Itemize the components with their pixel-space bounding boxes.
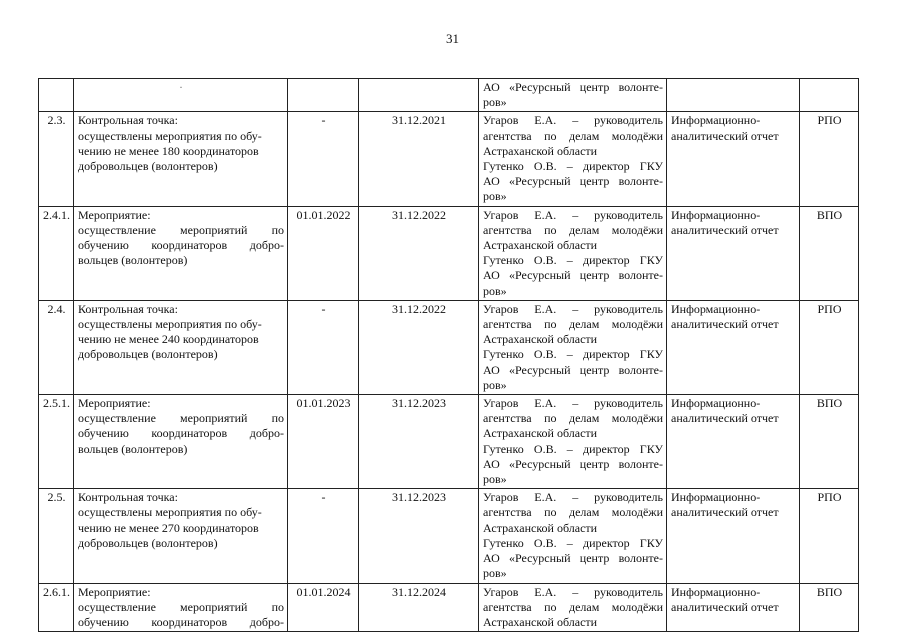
document-line: Информационно-	[671, 584, 761, 599]
responsible-line: АО «Ресурсный центр волонте-	[483, 268, 663, 283]
cell-document	[667, 300, 800, 394]
responsible-line: ров»	[483, 283, 507, 298]
responsible-line: агентства по делам молодёжи	[483, 411, 663, 426]
responsible-line: АО «Ресурсный центр волонте-	[483, 362, 663, 377]
responsible-line: ров»	[483, 377, 507, 392]
name-line: чению не менее 270 координаторов	[78, 520, 259, 535]
document-line: аналитический отчет	[671, 411, 779, 426]
document-line: Информационно-	[671, 301, 761, 316]
cell-end-date: 31.12.2023	[359, 395, 479, 489]
cell-start-date: 01.01.2024	[288, 583, 359, 632]
responsible-line: ров»	[483, 189, 507, 204]
responsible-line: агентства по делам молодёжи	[483, 505, 663, 520]
table-row	[39, 489, 859, 583]
name-line: добровольцев (волонтеров)	[78, 347, 218, 362]
cell-num: 2.5.1.	[39, 395, 74, 489]
cell-end-date	[359, 79, 479, 112]
name-line: осуществлены мероприятия по обу-	[78, 505, 262, 520]
name-line: Мероприятие:	[78, 584, 151, 599]
cell-end-date: 31.12.2024	[359, 583, 479, 632]
name-line: Мероприятие:	[78, 207, 151, 222]
cell-document	[667, 583, 800, 632]
cell-document	[667, 206, 800, 300]
table-row-continuation	[39, 79, 859, 112]
responsible-line: АО «Ресурсный центр волонте-	[483, 551, 663, 566]
cell-num: 2.3.	[39, 112, 74, 206]
cell-name	[74, 395, 288, 489]
table-row	[39, 583, 859, 632]
cell-start-date: -	[288, 489, 359, 583]
responsible-line: ров»	[483, 95, 507, 110]
table-row	[39, 395, 859, 489]
cell-document	[667, 395, 800, 489]
responsible-line: Угаров Е.А. – руководитель	[483, 584, 663, 599]
responsible-line: Гутенко О.В. – директор ГКУ	[483, 347, 663, 362]
cell-start-date: -	[288, 300, 359, 394]
cell-responsible	[479, 79, 667, 112]
cell-start-date: -	[288, 112, 359, 206]
name-line: обучению координаторов добро-	[78, 426, 284, 441]
responsible-line: Астраханской области	[483, 614, 598, 629]
cell-end-date: 31.12.2021	[359, 112, 479, 206]
name-line: осуществлены мероприятия по обу-	[78, 317, 262, 332]
cell-name	[74, 79, 288, 112]
responsible-line: агентства по делам молодёжи	[483, 222, 663, 237]
cell-type: РПО	[800, 112, 859, 206]
cell-type: РПО	[800, 300, 859, 394]
document-line: аналитический отчет	[671, 317, 779, 332]
name-line: вольцев (волонтеров)	[78, 441, 188, 456]
responsible-line: Гутенко О.В. – директор ГКУ	[483, 253, 663, 268]
cell-start-date: 01.01.2022	[288, 206, 359, 300]
responsible-line: Астраханской области	[483, 143, 598, 158]
name-line: вольцев (волонтеров)	[78, 253, 188, 268]
cell-end-date: 31.12.2022	[359, 300, 479, 394]
name-line: обучению координаторов добро-	[78, 238, 284, 253]
responsible-line: агентства по делам молодёжи	[483, 128, 663, 143]
cell-name	[74, 112, 288, 206]
name-line: обучению координаторов добро-	[78, 614, 284, 629]
cell-num: 2.6.1.	[39, 583, 74, 632]
page-number: 31	[446, 31, 459, 46]
continuation-marker: ·	[179, 80, 183, 94]
document-line: Информационно-	[671, 113, 761, 128]
cell-type: ВПО	[800, 395, 859, 489]
responsible-line: Гутенко О.В. – директор ГКУ	[483, 159, 663, 174]
responsible-line: Астраханской области	[483, 426, 598, 441]
name-line: осуществление мероприятий по	[78, 599, 284, 614]
responsible-line: Гутенко О.В. – директор ГКУ	[483, 535, 663, 550]
cell-document	[667, 79, 800, 112]
cell-type	[800, 79, 859, 112]
document-line: аналитический отчет	[671, 599, 779, 614]
responsible-line: ров»	[483, 566, 507, 581]
document-line: аналитический отчет	[671, 128, 779, 143]
name-line: чению не менее 180 координаторов	[78, 143, 259, 158]
table-row	[39, 206, 859, 300]
cell-end-date: 31.12.2023	[359, 489, 479, 583]
name-line: осуществлены мероприятия по обу-	[78, 128, 262, 143]
document-line: аналитический отчет	[671, 222, 779, 237]
responsible-line: Астраханской области	[483, 332, 598, 347]
cell-type: РПО	[800, 489, 859, 583]
cell-responsible	[479, 300, 667, 394]
responsible-line: АО «Ресурсный центр волонте-	[483, 80, 663, 94]
cell-responsible	[479, 112, 667, 206]
responsible-line: АО «Ресурсный центр волонте-	[483, 456, 663, 471]
responsible-line: Угаров Е.А. – руководитель	[483, 207, 663, 222]
responsible-line: агентства по делам молодёжи	[483, 599, 663, 614]
table-row	[39, 112, 859, 206]
cell-start-date: 01.01.2023	[288, 395, 359, 489]
responsible-line: Угаров Е.А. – руководитель	[483, 113, 663, 128]
cell-name	[74, 489, 288, 583]
cell-responsible	[479, 489, 667, 583]
plan-table-body	[39, 79, 859, 632]
name-line: осуществление мероприятий по	[78, 411, 284, 426]
cell-responsible	[479, 583, 667, 632]
cell-num: 2.4.	[39, 300, 74, 394]
name-line: осуществление мероприятий по	[78, 222, 284, 237]
responsible-line: Угаров Е.А. – руководитель	[483, 490, 663, 505]
responsible-line: АО «Ресурсный центр волонте-	[483, 174, 663, 189]
responsible-line: Астраханской области	[483, 520, 598, 535]
cell-start-date	[288, 79, 359, 112]
name-line: Мероприятие:	[78, 396, 151, 411]
responsible-line: Гутенко О.В. – директор ГКУ	[483, 441, 663, 456]
document-line: Информационно-	[671, 490, 761, 505]
responsible-line: агентства по делам молодёжи	[483, 317, 663, 332]
cell-type: ВПО	[800, 206, 859, 300]
name-line: Контрольная точка:	[78, 113, 178, 128]
cell-num: 2.4.1.	[39, 206, 74, 300]
document-line: Информационно-	[671, 207, 761, 222]
responsible-line: Угаров Е.А. – руководитель	[483, 396, 663, 411]
cell-name	[74, 583, 288, 632]
responsible-line: Угаров Е.А. – руководитель	[483, 301, 663, 316]
table-row	[39, 300, 859, 394]
name-line: Контрольная точка:	[78, 490, 178, 505]
responsible-line: Астраханской области	[483, 238, 598, 253]
cell-num	[39, 79, 74, 112]
name-line: Контрольная точка:	[78, 301, 178, 316]
document-line: Информационно-	[671, 396, 761, 411]
name-line: добровольцев (волонтеров)	[78, 535, 218, 550]
cell-document	[667, 112, 800, 206]
cell-responsible	[479, 206, 667, 300]
cell-document	[667, 489, 800, 583]
cell-num: 2.5.	[39, 489, 74, 583]
document-line: аналитический отчет	[671, 505, 779, 520]
responsible-line: ров»	[483, 472, 507, 487]
cell-name	[74, 300, 288, 394]
name-line: добровольцев (волонтеров)	[78, 159, 218, 174]
plan-table	[38, 78, 859, 632]
cell-type: ВПО	[800, 583, 859, 632]
name-line: чению не менее 240 координаторов	[78, 332, 259, 347]
cell-end-date: 31.12.2022	[359, 206, 479, 300]
cell-name	[74, 206, 288, 300]
cell-responsible	[479, 395, 667, 489]
